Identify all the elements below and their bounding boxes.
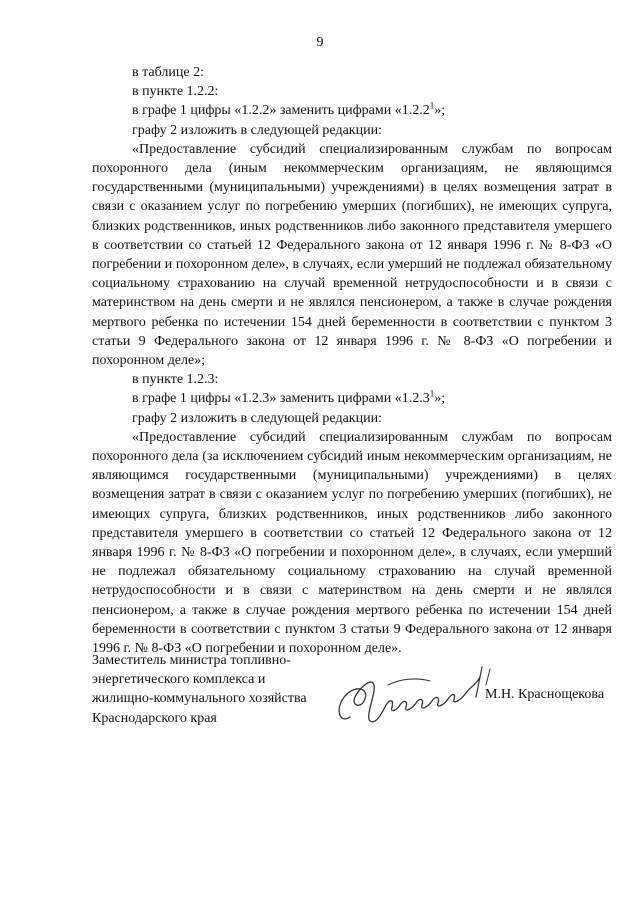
page-number: 9 bbox=[316, 35, 324, 50]
paragraph: «Предоставление субсидий специализированным службам по вопросам похоронного дела (за исключением субсидий иным некоммерческим организациям, не являющимся государственными (муниципальными) учреждениями) в целях возмещения затрат в связи с оказанием услуг по погребению умерших (погибших), не имеющих супруга, близких родственников, иных родственников либо законного представителя умершего в соответствии со статьей 12 Федерального закона от 12 января 1996 г. № 8-ФЗ «О погребении и похоронном деле», в случаях, если умерший не подлежал обязательному социальному страхованию на случай временной нетрудоспособности и в связи с материнством на день смерти и не являлся пенсионером, а также в случае рождения мертвого ребенка по истечении 154 дней беременности в соответствии с пунктом 3 статьи 9 Федерального закона от 12 января 1996 г. № 8-ФЗ «О погребении и похоронном деле». bbox=[92, 429, 612, 657]
text-line bbox=[92, 389, 612, 408]
signatory-title bbox=[92, 651, 352, 728]
text-line: в пункте 1.2.3: bbox=[132, 372, 219, 388]
text-line bbox=[92, 101, 612, 120]
text-fragment: в графе 1 цифры «1.2.3» заменить цифрами «1.2.3 bbox=[132, 391, 430, 407]
title-line: энергетического комплекса и bbox=[92, 672, 266, 688]
text-line: в таблице 2: bbox=[132, 65, 204, 80]
closing-quote: »; bbox=[434, 391, 446, 407]
signer-name: М.Н. Краснощекова bbox=[485, 687, 605, 702]
closing-quote: »; bbox=[434, 103, 446, 119]
text-line: графу 2 изложить в следующей редакции: bbox=[132, 122, 382, 138]
document-body bbox=[92, 63, 612, 658]
handwritten-signature bbox=[330, 655, 500, 735]
title-line: Краснодарского края bbox=[92, 710, 217, 726]
text-line: в пункте 1.2.2: bbox=[132, 84, 219, 100]
superscript: 1 bbox=[429, 388, 435, 399]
text-fragment: в графе 1 цифры «1.2.2» заменить цифрами «1.2.2 bbox=[132, 103, 430, 119]
paragraph: «Предоставление субсидий специализированным службам по вопросам похоронного дела (иным некоммерческим организациям, не являющимся государственными (муниципальными) учреждениями) в целях возмещения затрат в связи с оказанием услуг по погребению умерших (погибших), не имеющих супруга, близких родственников, иных родственников либо законного представителя умершего в соответствии со статьей 12 Федерального закона от 12 января 1996 г. № 8-ФЗ «О погребении и похоронном деле», в случаях, если умерший не подлежал обязательному социальному страхованию на случай временной нетрудоспособности и в связи с материнством на день смерти и не являлся пенсионером, а также в случае рождения мертвого ребенка по истечении 154 дней беременности в соответствии с пунктом 3 статьи 9 Федерального закона от 12 января 1996 г. № 8-ФЗ «О погребении и похоронном деле»; bbox=[92, 141, 612, 369]
superscript: 1 bbox=[429, 100, 435, 111]
text-line: графу 2 изложить в следующей редакции: bbox=[132, 410, 382, 426]
title-line: жилищно-коммунального хозяйства bbox=[92, 691, 307, 707]
title-line: Заместитель министра топливно- bbox=[92, 653, 291, 668]
